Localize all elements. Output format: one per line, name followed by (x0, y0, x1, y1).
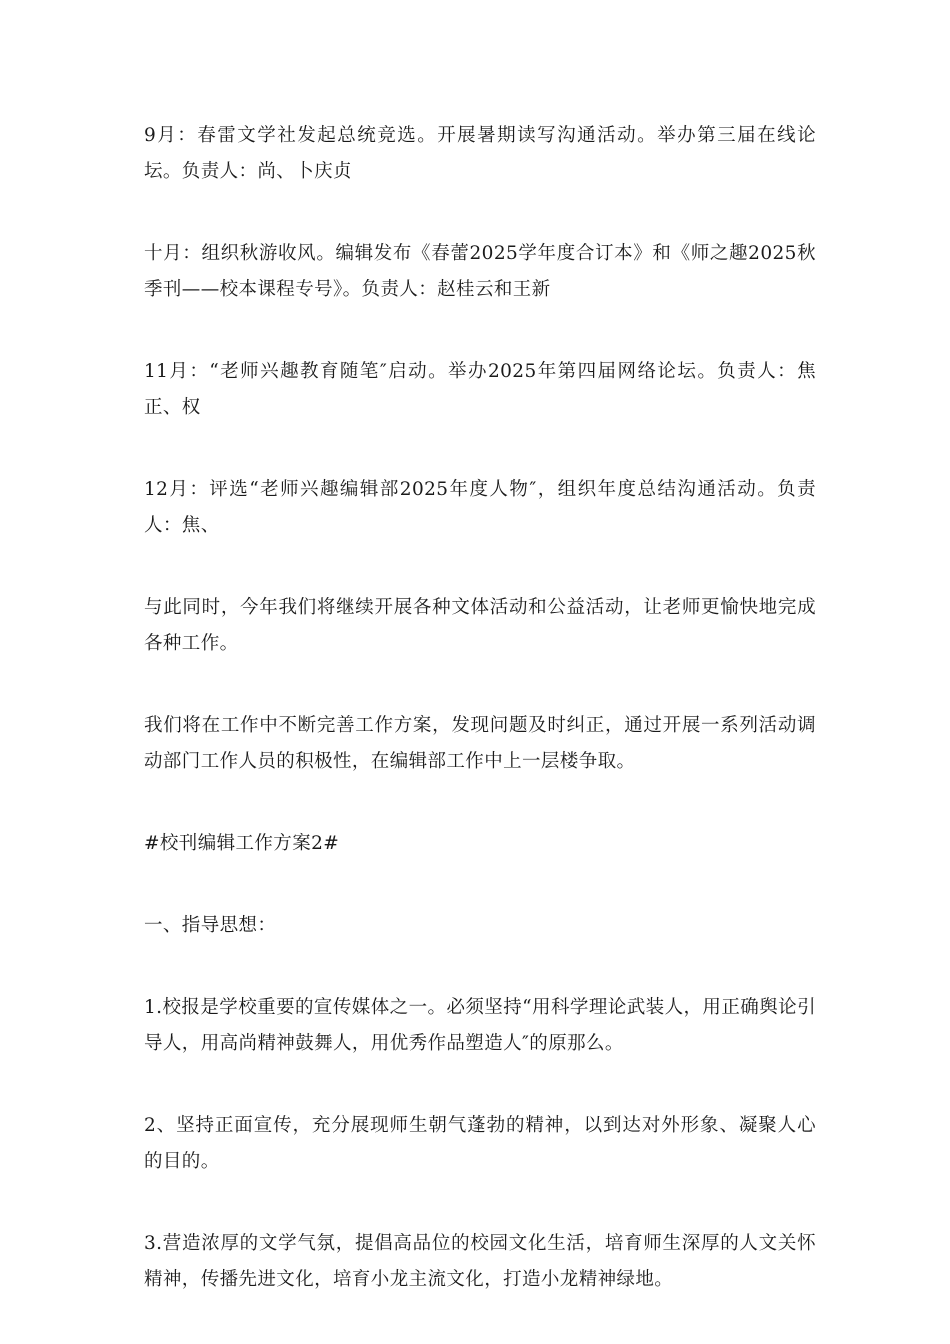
paragraph-october: 十月：组织秋游收风。编辑发布《春蕾2025学年度合订本》和《师之趣2025秋季刊——校本课程专号》。负责人：赵桂云和王新 (144, 243, 816, 300)
section-title-plan-2: #校刊编辑工作方案2# (144, 833, 340, 854)
paragraph-item-3: 3.营造浓厚的文学气氛，提倡高品位的校园文化生活，培育师生深厚的人文关怀精神，传播先进文化，培育小龙主流文化，打造小龙精神绿地。 (144, 1233, 816, 1290)
paragraph-improve-plan: 我们将在工作中不断完善工作方案，发现问题及时纠正，通过开展一系列活动调动部门工作人员的积极性，在编辑部工作中上一层楼争取。 (144, 715, 816, 772)
paragraph-december: 12月：评选“老师兴趣编辑部2025年度人物″，组织年度总结沟通活动。负责人：焦、 (144, 479, 816, 536)
paragraph-meanwhile: 与此同时，今年我们将继续开展各种文体活动和公益活动，让老师更愉快地完成各种工作。 (144, 597, 816, 654)
paragraph-item-1: 1.校报是学校重要的宣传媒体之一。必须坚持“用科学理论武装人，用正确舆论引导人，用高尚精神鼓舞人，用优秀作品塑造人″的原那么。 (144, 997, 816, 1054)
paragraph-september: 9月：春雷文学社发起总统竞选。开展暑期读写沟通活动。举办第三届在线论坛。负责人：尚、卜庆贞 (144, 125, 816, 182)
document-body (144, 118, 816, 1344)
paragraph-november: 11月：“老师兴趣教育随笔″启动。举办2025年第四届网络论坛。负责人：焦正、权 (144, 361, 816, 418)
section-heading-guiding-thought: 一、指导思想： (144, 915, 277, 936)
paragraph-item-2: 2、坚持正面宣传，充分展现师生朝气蓬勃的精神，以到达对外形象、凝聚人心的目的。 (144, 1115, 816, 1172)
